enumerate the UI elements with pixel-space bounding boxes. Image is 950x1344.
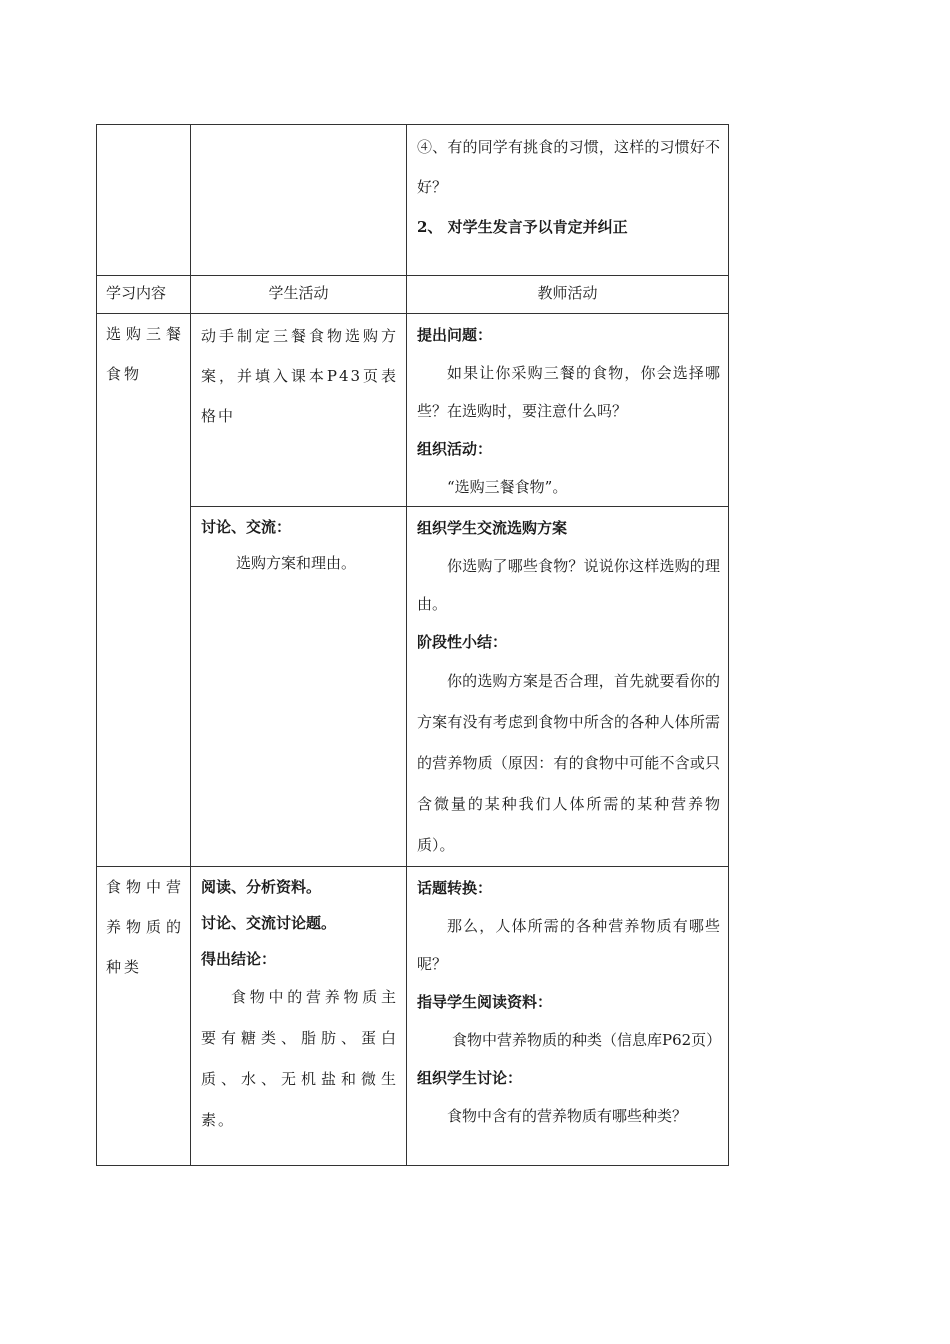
student-cell: 阅读、分析资料。 讨论、交流讨论题。 得出结论： 食物中的营养物质主要有糖类、脂肪、蛋白质、水、无机盐和微生素。 <box>191 867 407 1166</box>
content-cell: 选购三餐食物 <box>97 314 191 867</box>
lesson-plan-table <box>96 124 729 1166</box>
teacher-text: ④、有的同学有挑食的习惯，这样的习惯好不好？ <box>417 138 720 196</box>
table-row <box>97 507 729 867</box>
student-cell <box>191 125 407 276</box>
teacher-cell <box>407 125 729 276</box>
table-row <box>97 125 729 276</box>
header-student: 学生活动 <box>191 276 407 314</box>
table-row <box>97 867 729 1166</box>
header-teacher: 教师活动 <box>407 276 729 314</box>
header-row <box>97 276 729 314</box>
table-row <box>97 314 729 507</box>
teacher-cell: 提出问题： 如果让你采购三餐的食物，你会选择哪些？在选购时，要注意什么吗？ 组织活动： “选购三餐食物”。 <box>407 314 729 507</box>
student-cell: 动手制定三餐食物选购方案，并填入课本P43页表格中 <box>191 314 407 507</box>
student-cell: 讨论、交流： 选购方案和理由。 <box>191 507 407 867</box>
content-cell: 食物中营养物质的种类 <box>97 867 191 1166</box>
teacher-label: 2、 对学生发言予以肯定并纠正 <box>417 218 628 236</box>
teacher-cell: 组织学生交流选购方案 你选购了哪些食物？说说你这样选购的理由。 阶段性小结： 你的选购方案是否合理，首先就要看你的方案有没有考虑到食物中所含的各种人体所需的营养物质（原因：有的食物中可能不含或只含微量的某种我们人体所需的某种营养物质）。 <box>407 507 729 867</box>
teacher-cell: 话题转换： 那么，人体所需的各种营养物质有哪些呢？ 指导学生阅读资料： 食物中营养物质的种类（信息库P62页） 组织学生讨论： 食物中含有的营养物质有哪些种类？ <box>407 867 729 1166</box>
header-content: 学习内容 <box>97 276 191 314</box>
content-cell <box>97 125 191 276</box>
